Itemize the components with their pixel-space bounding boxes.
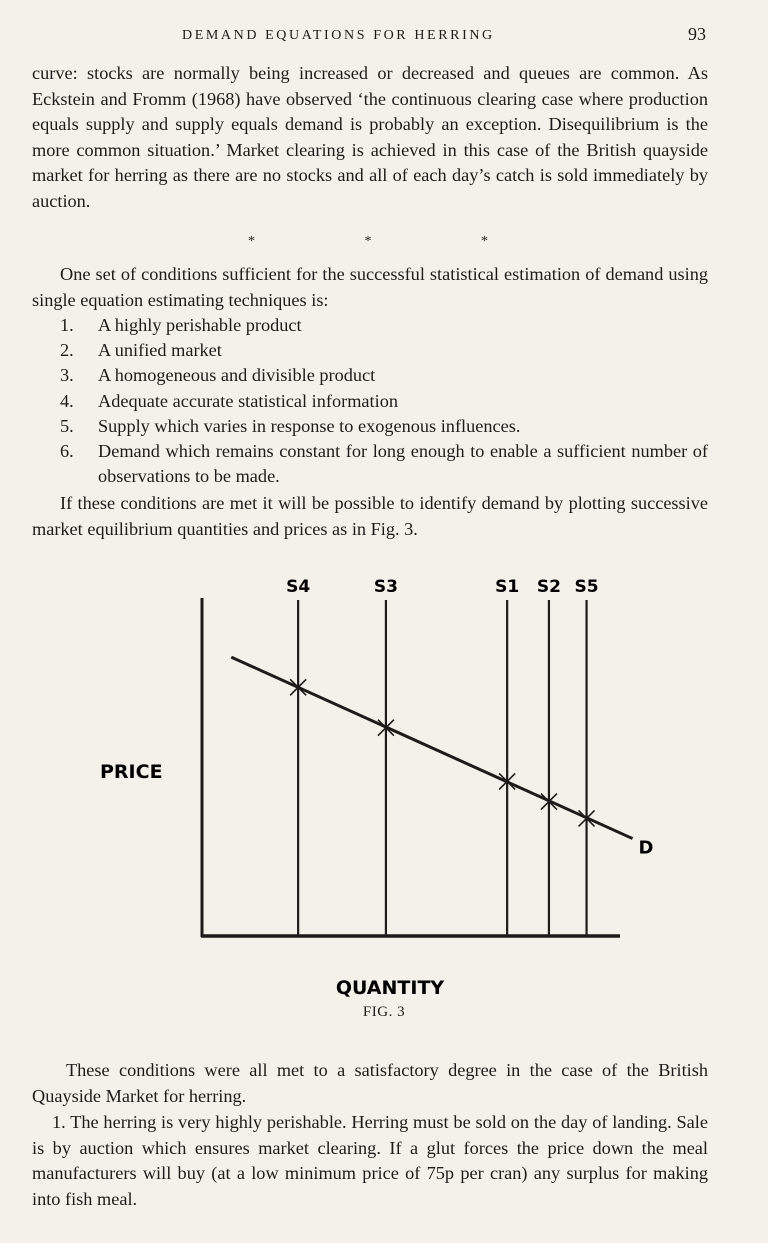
condition-item <box>60 313 708 338</box>
condition-text: Supply which varies in response to exogenous influences. <box>98 415 521 436</box>
condition-number: 3. <box>60 365 74 386</box>
supply-labels <box>286 577 598 597</box>
paragraph-intro: curve: stocks are normally being increased or decreased and queues are common. As Eckstein and Fromm (1968) have observed ‘the continuous clearing case where production equals supply and supply equals demand is probably an exception. Disequilibrium is the more common situation.’ Market clearing is achieved in this case of the British quayside market for herring as there are no stocks and all of each day’s catch is sold immediately by auction. <box>32 63 708 211</box>
conditions-list <box>60 313 708 489</box>
section-break-star: * <box>481 234 488 249</box>
supply-label-s1: S1 <box>495 577 520 597</box>
x-axis-label: QUANTITY <box>335 977 445 999</box>
condition-number: 1. <box>60 315 74 335</box>
supply-lines <box>298 600 586 936</box>
paragraph-conditions-met: These conditions were all met to a satisfactory degree in the case of the British Quayside Market for herring. <box>32 1060 708 1106</box>
page-number: 93 <box>688 24 706 44</box>
running-head-title: DEMAND EQUATIONS FOR HERRING <box>182 28 495 43</box>
paragraph-if-met: If these conditions are met it will be possible to identify demand by plotting successive market equilibrium quantities and prices as in Fig. 3. <box>32 493 708 539</box>
condition-item <box>60 414 708 439</box>
condition-number: 2. <box>60 340 74 361</box>
condition-text: A highly perishable product <box>98 315 302 335</box>
paragraph-conditions-intro: One set of conditions sufficient for the successful statistical estimation of demand using single equation estimating techniques is: <box>32 264 708 310</box>
section-break-star: * <box>364 234 372 249</box>
section-break-star: * <box>248 234 255 249</box>
condition-text: A homogeneous and divisible product <box>98 365 376 386</box>
condition-item <box>60 338 708 363</box>
condition-number: 5. <box>60 415 74 436</box>
supply-label-s4: S4 <box>286 577 311 597</box>
condition-text: Demand which remains constant for long enough to enable a sufficient number of observations to be made. <box>98 441 708 487</box>
condition-number: 6. <box>60 441 74 462</box>
figure-3-chart <box>90 570 680 1005</box>
demand-label: D <box>638 837 654 859</box>
condition-item <box>60 363 708 388</box>
condition-text: Adequate accurate statistical information <box>98 390 398 411</box>
running-header <box>0 24 768 48</box>
condition-item <box>60 389 708 414</box>
condition-item <box>60 439 708 489</box>
condition-text: A unified market <box>98 340 222 361</box>
demand-curve <box>231 657 632 838</box>
supply-label-s2: S2 <box>536 577 561 597</box>
paragraph-point-1: 1. The herring is very highly perishable. Herring must be sold on the day of landing. Sale is by auction which ensures market clearing. If a glut forces the price down the meal manufacturers will buy (at a low minimum price of 75p per cran) any surplus for making into fish meal. <box>32 1112 708 1209</box>
figure-caption: FIG. 3 <box>362 1004 406 1020</box>
supply-label-s3: S3 <box>373 577 398 597</box>
section-break <box>248 234 488 250</box>
y-axis-label: PRICE <box>100 761 163 783</box>
supply-label-s5: S5 <box>574 577 599 597</box>
condition-number: 4. <box>60 390 74 411</box>
